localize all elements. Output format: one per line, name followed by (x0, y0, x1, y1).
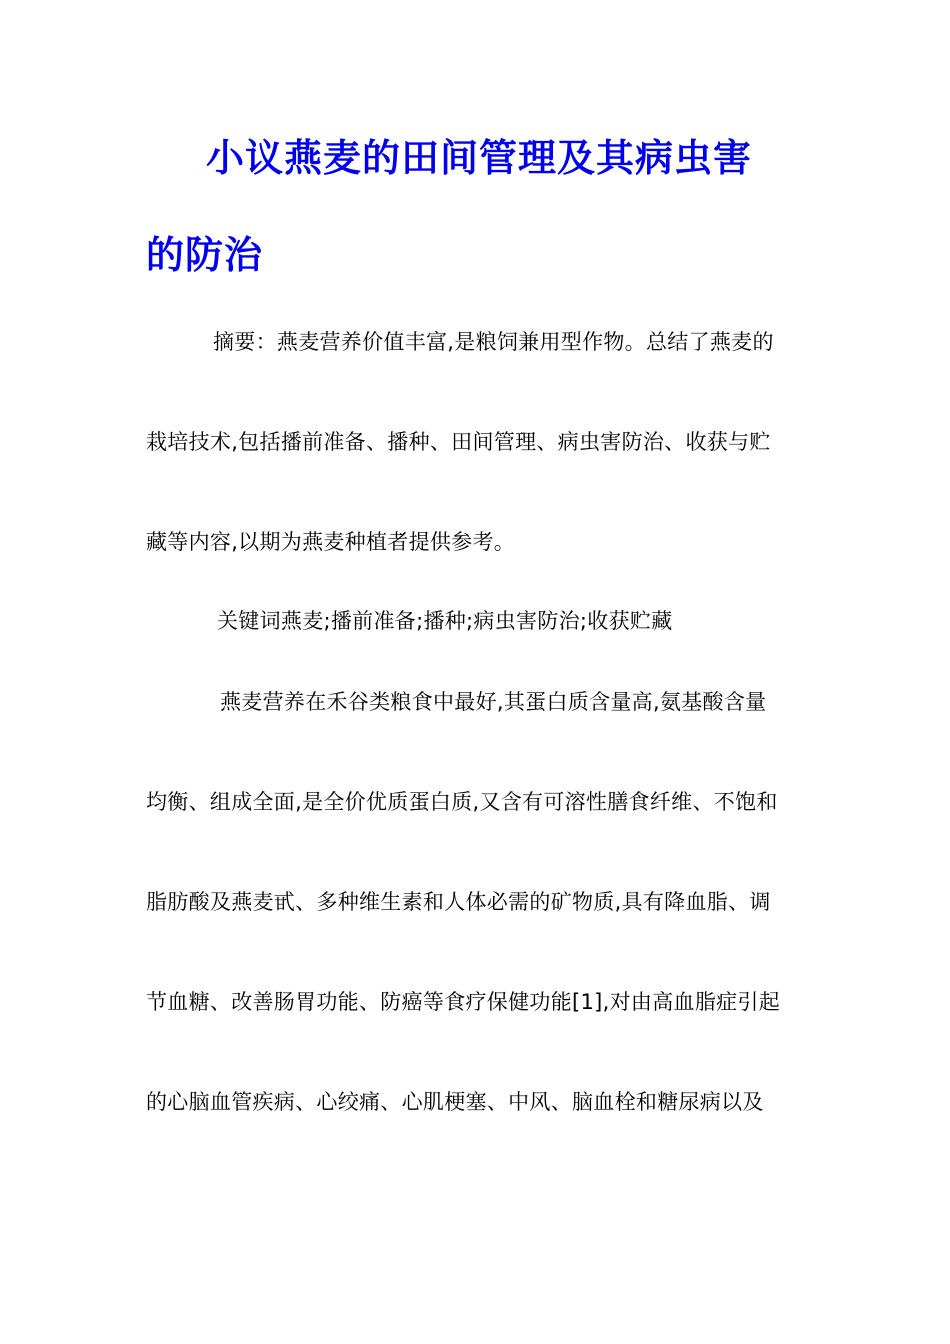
abstract-line-3: 藏等内容,以期为燕麦种植者提供参考。 (146, 530, 516, 554)
document-title-line-2: 的防治 (146, 232, 264, 277)
body-line-2: 均衡、组成全面,是全价优质蛋白质,又含有可溶性膳食纤维、不饱和 (146, 790, 778, 814)
keywords-line: 关键词燕麦;播前准备;播种;病虫害防治;收获贮藏 (217, 609, 673, 633)
abstract-line-1: 摘要：燕麦营养价值丰富,是粮饲兼用型作物。总结了燕麦的 (213, 330, 774, 354)
body-line-5: 的心脑血管疾病、心绞痛、心肌梗塞、中风、脑血栓和糖尿病以及 (146, 1090, 764, 1114)
body-line-1: 燕麦营养在禾谷类粮食中最好,其蛋白质含量高,氨基酸含量 (220, 690, 767, 714)
document-title-line-1: 小议燕麦的田间管理及其病虫害 (206, 135, 753, 180)
body-line-3: 脂肪酸及燕麦甙、多种维生素和人体必需的矿物质,具有降血脂、调 (146, 890, 771, 914)
abstract-line-2: 栽培技术,包括播前准备、播种、田间管理、病虫害防治、收获与贮 (146, 430, 771, 454)
body-line-4: 节血糖、改善肠胃功能、防癌等食疗保健功能[1],对由高血脂症引起 (146, 990, 781, 1014)
